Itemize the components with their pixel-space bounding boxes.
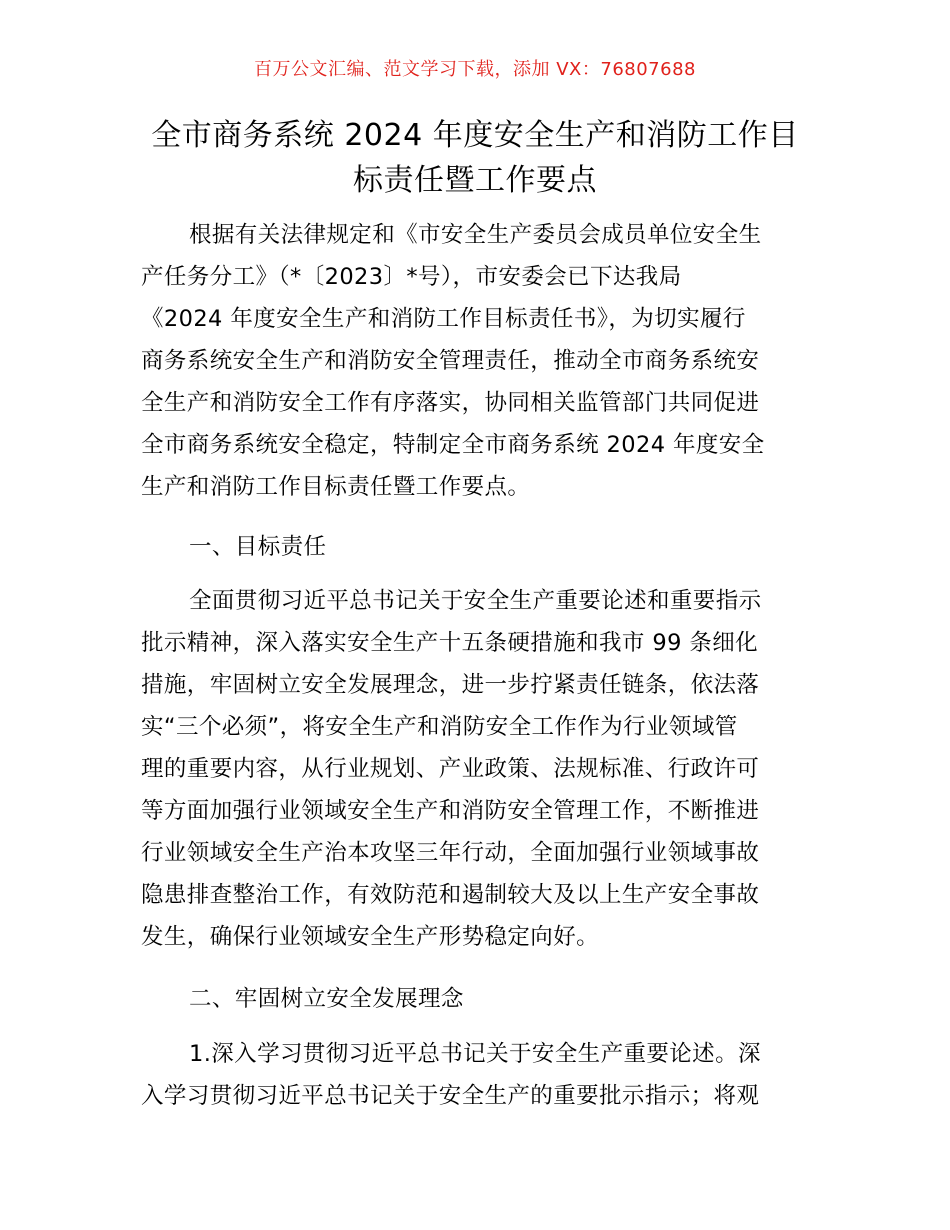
title-line-1: 全市商务系统 2024 年度安全生产和消防工作目	[151, 118, 799, 153]
paragraph-line: 等方面加强行业领域安全生产和消防安全管理工作，不断推进	[141, 798, 760, 824]
paragraph-line: 批示精神，深入落实安全生产十五条硬措施和我市 99 条细化	[141, 630, 759, 656]
paragraph-line: 1.深入学习贯彻习近平总书记关于安全生产重要论述。深	[189, 1041, 761, 1067]
paragraph-line: 入学习贯彻习近平总书记关于安全生产的重要批示指示；将观	[141, 1083, 760, 1109]
paragraph-line: 行业领域安全生产治本攻坚三年行动，全面加强行业领域事故	[141, 840, 760, 866]
paragraph-line: 全面贯彻习近平总书记关于安全生产重要论述和重要指示	[189, 588, 762, 614]
paragraph-line: 措施，牢固树立安全发展理念，进一步拧紧责任链条，依法落	[141, 672, 760, 698]
section-heading-2: 二、牢固树立安全发展理念	[189, 986, 464, 1012]
banner-text: 百万公文汇编、范文学习下载，添加 VX：76807688	[254, 59, 696, 80]
paragraph-line: 理的重要内容，从行业规划、产业政策、法规标准、行政许可	[141, 756, 760, 782]
download-banner	[0, 56, 950, 84]
paragraph-line: 实“三个必须”，将安全生产和消防安全工作作为行业领域管	[141, 714, 738, 740]
paragraph-line: 生产和消防工作目标责任暨工作要点。	[141, 474, 531, 500]
paragraph-line: 隐患排查整治工作，有效防范和遏制较大及以上生产安全事故	[141, 882, 760, 908]
section-1-paragraph	[141, 580, 813, 958]
paragraph-line: 全生产和消防安全工作有序落实，协同相关监管部门共同促进	[141, 390, 760, 416]
paragraph-line: 商务系统安全生产和消防安全管理责任，推动全市商务系统安	[141, 348, 760, 374]
section-2-paragraph	[141, 1033, 813, 1117]
paragraph-line: 《2024 年度安全生产和消防工作目标责任书》，为切实履行	[141, 306, 746, 332]
intro-paragraph	[141, 214, 813, 508]
paragraph-line: 产任务分工》（*〔2023〕*号），市安委会已下达我局	[141, 264, 682, 290]
section-heading-1: 一、目标责任	[189, 534, 327, 560]
document-title	[120, 113, 830, 203]
title-line-2: 标责任暨工作要点	[353, 163, 597, 198]
paragraph-line: 全市商务系统安全稳定，特制定全市商务系统 2024 年度安全	[141, 432, 765, 458]
paragraph-line: 根据有关法律规定和《市安全生产委员会成员单位安全生	[189, 222, 762, 248]
paragraph-line: 发生，确保行业领域安全生产形势稳定向好。	[141, 924, 600, 950]
